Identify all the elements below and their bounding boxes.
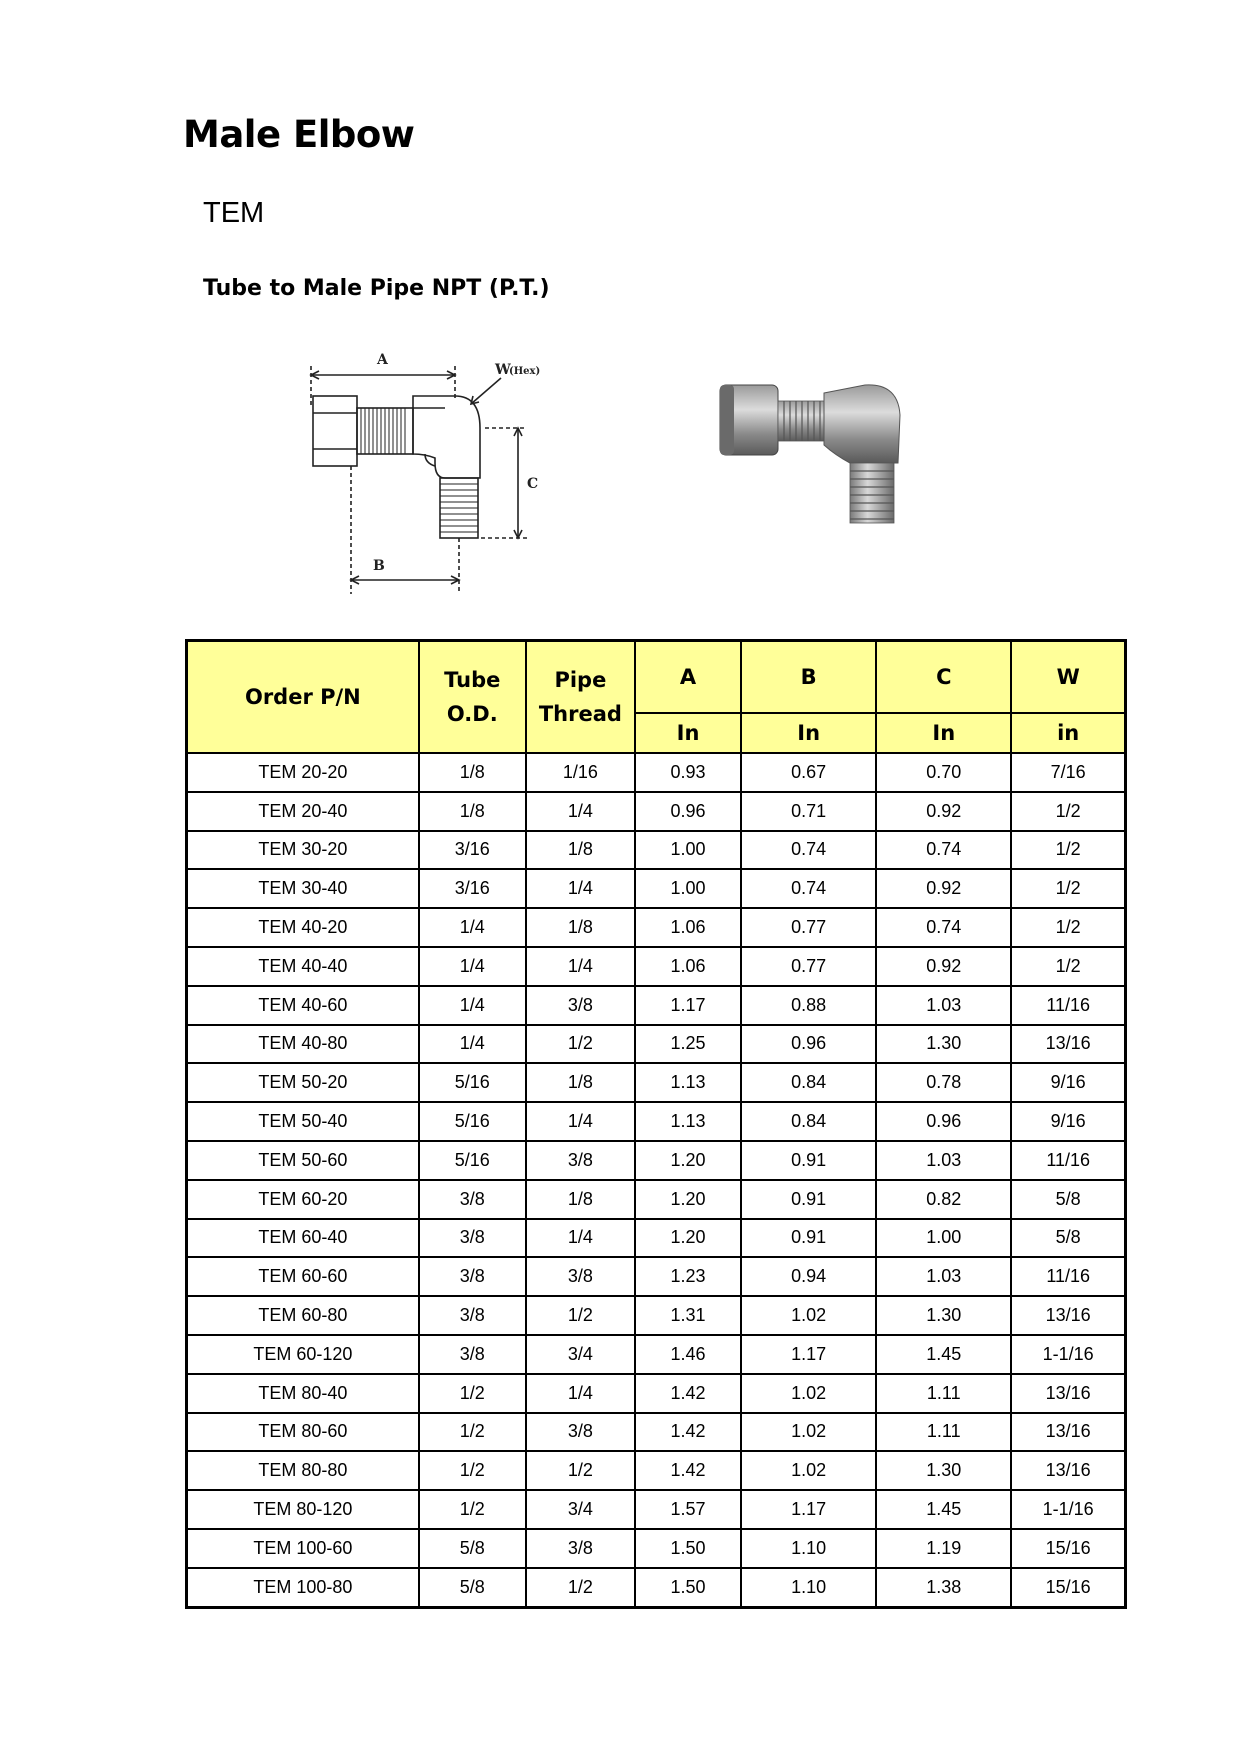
- cell-tube-od: 1/8: [419, 753, 526, 792]
- cell-dim-b: 1.17: [741, 1490, 876, 1529]
- cell-dim-a: 1.13: [635, 1102, 741, 1141]
- cell-order-pn: TEM 60-60: [187, 1257, 419, 1296]
- cell-dim-b: 1.02: [741, 1296, 876, 1335]
- cell-order-pn: TEM 60-40: [187, 1219, 419, 1258]
- cell-dim-c: 1.00: [876, 1219, 1011, 1258]
- cell-dim-a: 1.06: [635, 908, 741, 947]
- cell-dim-c: 1.45: [876, 1335, 1011, 1374]
- cell-pipe-thread: 3/4: [526, 1335, 635, 1374]
- cell-tube-od: 1/8: [419, 792, 526, 831]
- page-title: Male Elbow: [183, 113, 415, 156]
- cell-dim-a: 1.00: [635, 869, 741, 908]
- cell-pipe-thread: 1/8: [526, 908, 635, 947]
- cell-tube-od: 1/2: [419, 1413, 526, 1452]
- cell-dim-c: 1.03: [876, 986, 1011, 1025]
- cell-pipe-thread: 1/4: [526, 947, 635, 986]
- table-row: [187, 986, 1126, 1025]
- cell-dim-a: 1.50: [635, 1568, 741, 1607]
- table-row: [187, 1102, 1126, 1141]
- cell-dim-w: 1-1/16: [1011, 1335, 1125, 1374]
- table-body: [187, 753, 1126, 1607]
- cell-dim-c: 1.30: [876, 1296, 1011, 1335]
- cell-dim-a: 1.20: [635, 1180, 741, 1219]
- cell-dim-c: 0.92: [876, 947, 1011, 986]
- cell-pipe-thread: 1/2: [526, 1451, 635, 1490]
- cell-dim-b: 1.02: [741, 1413, 876, 1452]
- unit-a: In: [635, 713, 741, 753]
- cell-tube-od: 3/8: [419, 1257, 526, 1296]
- cell-dim-w: 5/8: [1011, 1219, 1125, 1258]
- cell-order-pn: TEM 20-40: [187, 792, 419, 831]
- dimension-b-label: B: [373, 558, 385, 574]
- cell-tube-od: 3/8: [419, 1335, 526, 1374]
- unit-c: In: [876, 713, 1011, 753]
- cell-dim-c: 0.96: [876, 1102, 1011, 1141]
- table-row: [187, 947, 1126, 986]
- header-tube-line2: O.D.: [446, 702, 498, 726]
- cell-pipe-thread: 1/4: [526, 1219, 635, 1258]
- cell-dim-w: 1/2: [1011, 792, 1125, 831]
- cell-tube-od: 3/16: [419, 869, 526, 908]
- cell-order-pn: TEM 50-40: [187, 1102, 419, 1141]
- cell-dim-c: 1.11: [876, 1374, 1011, 1413]
- table-row: [187, 831, 1126, 870]
- cell-dim-a: 0.96: [635, 792, 741, 831]
- elbow-product-photo: [700, 365, 940, 535]
- cell-dim-c: 1.30: [876, 1451, 1011, 1490]
- cell-dim-c: 1.11: [876, 1413, 1011, 1452]
- cell-dim-c: 0.74: [876, 908, 1011, 947]
- cell-order-pn: TEM 50-60: [187, 1141, 419, 1180]
- cell-dim-c: 1.03: [876, 1257, 1011, 1296]
- cell-order-pn: TEM 40-20: [187, 908, 419, 947]
- dimension-table: [185, 639, 1127, 1609]
- cell-tube-od: 1/2: [419, 1451, 526, 1490]
- cell-order-pn: TEM 80-40: [187, 1374, 419, 1413]
- cell-dim-b: 1.02: [741, 1374, 876, 1413]
- table-row: [187, 1141, 1126, 1180]
- cell-dim-b: 0.91: [741, 1219, 876, 1258]
- cell-dim-b: 0.77: [741, 908, 876, 947]
- table-row: [187, 1568, 1126, 1607]
- cell-pipe-thread: 1/4: [526, 1102, 635, 1141]
- cell-order-pn: TEM 60-120: [187, 1335, 419, 1374]
- cell-order-pn: TEM 100-80: [187, 1568, 419, 1607]
- table-row: [187, 1529, 1126, 1568]
- cell-pipe-thread: 1/2: [526, 1025, 635, 1064]
- cell-tube-od: 1/4: [419, 947, 526, 986]
- cell-dim-w: 1/2: [1011, 869, 1125, 908]
- cell-dim-a: 1.50: [635, 1529, 741, 1568]
- cell-tube-od: 5/8: [419, 1529, 526, 1568]
- cell-dim-w: 15/16: [1011, 1568, 1125, 1607]
- hex-label: (Hex): [509, 366, 541, 377]
- cell-dim-c: 1.30: [876, 1025, 1011, 1064]
- cell-tube-od: 1/2: [419, 1490, 526, 1529]
- cell-dim-b: 0.91: [741, 1180, 876, 1219]
- cell-dim-a: 1.46: [635, 1335, 741, 1374]
- table-row: [187, 1180, 1126, 1219]
- table-row: [187, 1063, 1126, 1102]
- cell-dim-b: 1.17: [741, 1335, 876, 1374]
- cell-dim-c: 0.92: [876, 869, 1011, 908]
- cell-dim-c: 1.45: [876, 1490, 1011, 1529]
- cell-order-pn: TEM 30-40: [187, 869, 419, 908]
- cell-pipe-thread: 1/8: [526, 1180, 635, 1219]
- cell-dim-w: 13/16: [1011, 1413, 1125, 1452]
- dimension-c-label: C: [527, 476, 539, 492]
- cell-pipe-thread: 1/8: [526, 1063, 635, 1102]
- table-row: [187, 1490, 1126, 1529]
- cell-dim-a: 1.31: [635, 1296, 741, 1335]
- cell-dim-b: 1.02: [741, 1451, 876, 1490]
- cell-dim-a: 1.00: [635, 831, 741, 870]
- table-row: [187, 1025, 1126, 1064]
- cell-order-pn: TEM 100-60: [187, 1529, 419, 1568]
- table-row: [187, 1219, 1126, 1258]
- cell-tube-od: 3/8: [419, 1180, 526, 1219]
- cell-tube-od: 3/8: [419, 1219, 526, 1258]
- cell-dim-w: 11/16: [1011, 1141, 1125, 1180]
- cell-dim-a: 1.42: [635, 1374, 741, 1413]
- cell-tube-od: 1/4: [419, 986, 526, 1025]
- cell-dim-w: 1/2: [1011, 831, 1125, 870]
- cell-dim-w: 13/16: [1011, 1296, 1125, 1335]
- cell-dim-a: 1.20: [635, 1141, 741, 1180]
- cell-dim-a: 1.13: [635, 1063, 741, 1102]
- cell-order-pn: TEM 80-60: [187, 1413, 419, 1452]
- table-row: [187, 1296, 1126, 1335]
- cell-pipe-thread: 1/4: [526, 792, 635, 831]
- header-c: C: [876, 641, 1011, 714]
- cell-dim-c: 1.19: [876, 1529, 1011, 1568]
- cell-tube-od: 5/16: [419, 1102, 526, 1141]
- cell-dim-w: 13/16: [1011, 1025, 1125, 1064]
- table-row: [187, 1257, 1126, 1296]
- cell-dim-b: 0.74: [741, 869, 876, 908]
- cell-tube-od: 1/4: [419, 1025, 526, 1064]
- cell-dim-b: 1.10: [741, 1568, 876, 1607]
- cell-dim-w: 5/8: [1011, 1180, 1125, 1219]
- product-code: TEM: [203, 197, 265, 229]
- table-header-row: [187, 641, 1126, 714]
- cell-pipe-thread: 3/4: [526, 1490, 635, 1529]
- cell-dim-c: 1.38: [876, 1568, 1011, 1607]
- table-row: [187, 908, 1126, 947]
- header-order-pn: Order P/N: [187, 641, 419, 754]
- cell-dim-b: 0.84: [741, 1063, 876, 1102]
- cell-pipe-thread: 1/4: [526, 1374, 635, 1413]
- cell-dim-w: 9/16: [1011, 1063, 1125, 1102]
- cell-dim-c: 0.78: [876, 1063, 1011, 1102]
- table-row: [187, 869, 1126, 908]
- header-pipe-line1: Pipe: [554, 668, 607, 692]
- elbow-technical-drawing: [295, 338, 565, 608]
- cell-tube-od: 3/16: [419, 831, 526, 870]
- cell-dim-b: 0.84: [741, 1102, 876, 1141]
- cell-dim-b: 0.77: [741, 947, 876, 986]
- unit-w: in: [1011, 713, 1125, 753]
- cell-pipe-thread: 1/4: [526, 869, 635, 908]
- cell-order-pn: TEM 40-80: [187, 1025, 419, 1064]
- cell-dim-w: 15/16: [1011, 1529, 1125, 1568]
- cell-dim-w: 11/16: [1011, 1257, 1125, 1296]
- cell-order-pn: TEM 30-20: [187, 831, 419, 870]
- dimension-a-label: A: [377, 352, 388, 368]
- cell-tube-od: 5/16: [419, 1141, 526, 1180]
- table-row: [187, 1413, 1126, 1452]
- product-subtitle: Tube to Male Pipe NPT (P.T.): [203, 276, 550, 301]
- cell-order-pn: TEM 60-80: [187, 1296, 419, 1335]
- cell-order-pn: TEM 60-20: [187, 1180, 419, 1219]
- cell-dim-w: 1-1/16: [1011, 1490, 1125, 1529]
- cell-dim-b: 0.74: [741, 831, 876, 870]
- table-row: [187, 1451, 1126, 1490]
- cell-dim-w: 7/16: [1011, 753, 1125, 792]
- cell-dim-b: 0.96: [741, 1025, 876, 1064]
- dimension-w-label: W: [495, 362, 511, 378]
- cell-order-pn: TEM 20-20: [187, 753, 419, 792]
- header-pipe-thread: [526, 641, 635, 754]
- cell-dim-w: 9/16: [1011, 1102, 1125, 1141]
- table-row: [187, 1335, 1126, 1374]
- header-tube-od: [419, 641, 526, 754]
- cell-dim-a: 0.93: [635, 753, 741, 792]
- cell-tube-od: 1/2: [419, 1374, 526, 1413]
- cell-dim-w: 1/2: [1011, 908, 1125, 947]
- cell-dim-a: 1.57: [635, 1490, 741, 1529]
- cell-dim-c: 0.82: [876, 1180, 1011, 1219]
- cell-dim-c: 0.74: [876, 831, 1011, 870]
- cell-dim-a: 1.20: [635, 1219, 741, 1258]
- cell-tube-od: 5/8: [419, 1568, 526, 1607]
- cell-tube-od: 5/16: [419, 1063, 526, 1102]
- cell-order-pn: TEM 40-40: [187, 947, 419, 986]
- cell-order-pn: TEM 80-120: [187, 1490, 419, 1529]
- cell-pipe-thread: 1/16: [526, 753, 635, 792]
- cell-order-pn: TEM 50-20: [187, 1063, 419, 1102]
- header-w: W: [1011, 641, 1125, 714]
- cell-pipe-thread: 3/8: [526, 1413, 635, 1452]
- cell-dim-a: 1.17: [635, 986, 741, 1025]
- cell-dim-b: 0.94: [741, 1257, 876, 1296]
- cell-dim-c: 0.70: [876, 753, 1011, 792]
- cell-pipe-thread: 1/8: [526, 831, 635, 870]
- table-row: [187, 1374, 1126, 1413]
- header-pipe-line2: Thread: [538, 702, 622, 726]
- cell-pipe-thread: 3/8: [526, 986, 635, 1025]
- cell-dim-b: 0.91: [741, 1141, 876, 1180]
- header-b: B: [741, 641, 876, 714]
- unit-b: In: [741, 713, 876, 753]
- cell-order-pn: TEM 40-60: [187, 986, 419, 1025]
- header-a: A: [635, 641, 741, 714]
- cell-dim-a: 1.06: [635, 947, 741, 986]
- cell-order-pn: TEM 80-80: [187, 1451, 419, 1490]
- cell-dim-b: 1.10: [741, 1529, 876, 1568]
- cell-dim-a: 1.42: [635, 1413, 741, 1452]
- cell-dim-a: 1.42: [635, 1451, 741, 1490]
- cell-dim-w: 1/2: [1011, 947, 1125, 986]
- cell-dim-b: 0.88: [741, 986, 876, 1025]
- header-tube-line1: Tube: [444, 668, 501, 692]
- cell-pipe-thread: 1/2: [526, 1296, 635, 1335]
- cell-pipe-thread: 1/2: [526, 1568, 635, 1607]
- cell-pipe-thread: 3/8: [526, 1529, 635, 1568]
- cell-tube-od: 1/4: [419, 908, 526, 947]
- cell-dim-a: 1.25: [635, 1025, 741, 1064]
- cell-dim-w: 11/16: [1011, 986, 1125, 1025]
- cell-dim-w: 13/16: [1011, 1451, 1125, 1490]
- cell-dim-a: 1.23: [635, 1257, 741, 1296]
- cell-dim-c: 1.03: [876, 1141, 1011, 1180]
- cell-dim-c: 0.92: [876, 792, 1011, 831]
- cell-tube-od: 3/8: [419, 1296, 526, 1335]
- table-row: [187, 753, 1126, 792]
- cell-pipe-thread: 3/8: [526, 1257, 635, 1296]
- cell-dim-b: 0.71: [741, 792, 876, 831]
- cell-dim-w: 13/16: [1011, 1374, 1125, 1413]
- table-row: [187, 792, 1126, 831]
- cell-pipe-thread: 3/8: [526, 1141, 635, 1180]
- cell-dim-b: 0.67: [741, 753, 876, 792]
